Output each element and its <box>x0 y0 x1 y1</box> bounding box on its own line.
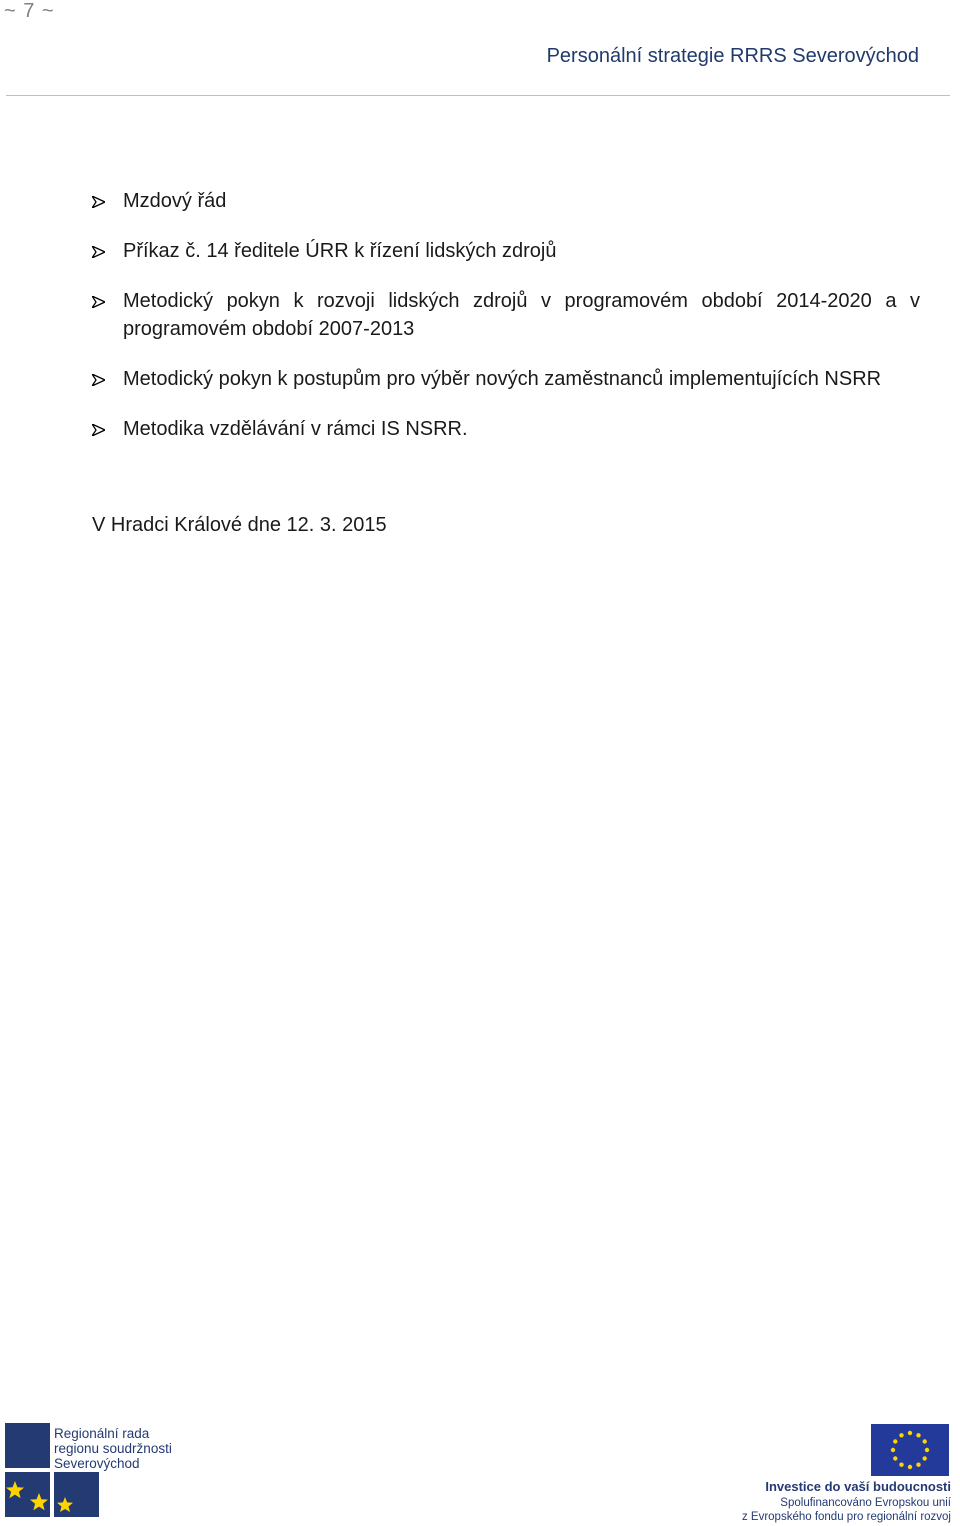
regional-council-name: Regionální rada regionu soudržnosti Severovýchod <box>54 1426 172 1471</box>
page-number: ~ 7 ~ <box>4 0 55 22</box>
list-item-text: Metodický pokyn k postupům pro výběr nových zaměstnanců implementujících NSRR <box>123 368 882 390</box>
arrow-bullet-icon <box>92 246 105 258</box>
list-item-text: Metodický pokyn k rozvoji lidských zdrojů v programovém období 2014-2020 a v programovém období 2007-2013 <box>123 290 920 340</box>
list-item <box>92 237 920 265</box>
list-item-text: Příkaz č. 14 ředitele ÚRR k řízení lidských zdrojů <box>123 240 557 262</box>
list-item <box>92 187 920 215</box>
eu-logo-block <box>721 1423 951 1523</box>
header-divider <box>6 95 950 96</box>
arrow-bullet-icon <box>92 374 105 386</box>
document-bullet-list <box>92 187 920 465</box>
eu-flag-icon <box>871 1424 949 1476</box>
list-item-text: Metodika vzdělávání v rámci IS NSRR. <box>123 418 468 440</box>
document-header-title: Personální strategie RRRS Severovýchod <box>546 45 919 67</box>
arrow-bullet-icon <box>92 424 105 436</box>
eu-slogan: Investice do vaší budoucnosti <box>765 1479 951 1494</box>
eu-cofinancing-note: Spolufinancováno Evropskou unií z Evropského fondu pro regionální rozvoj <box>741 1497 951 1523</box>
list-item <box>92 415 920 443</box>
place-and-date: V Hradci Králové dne 12. 3. 2015 <box>92 514 387 536</box>
arrow-bullet-icon <box>92 296 105 308</box>
list-item-text: Mzdový řád <box>123 190 227 212</box>
regional-council-logo <box>5 1423 205 1523</box>
list-item <box>92 287 920 343</box>
list-item <box>92 365 920 393</box>
arrow-bullet-icon <box>92 196 105 208</box>
